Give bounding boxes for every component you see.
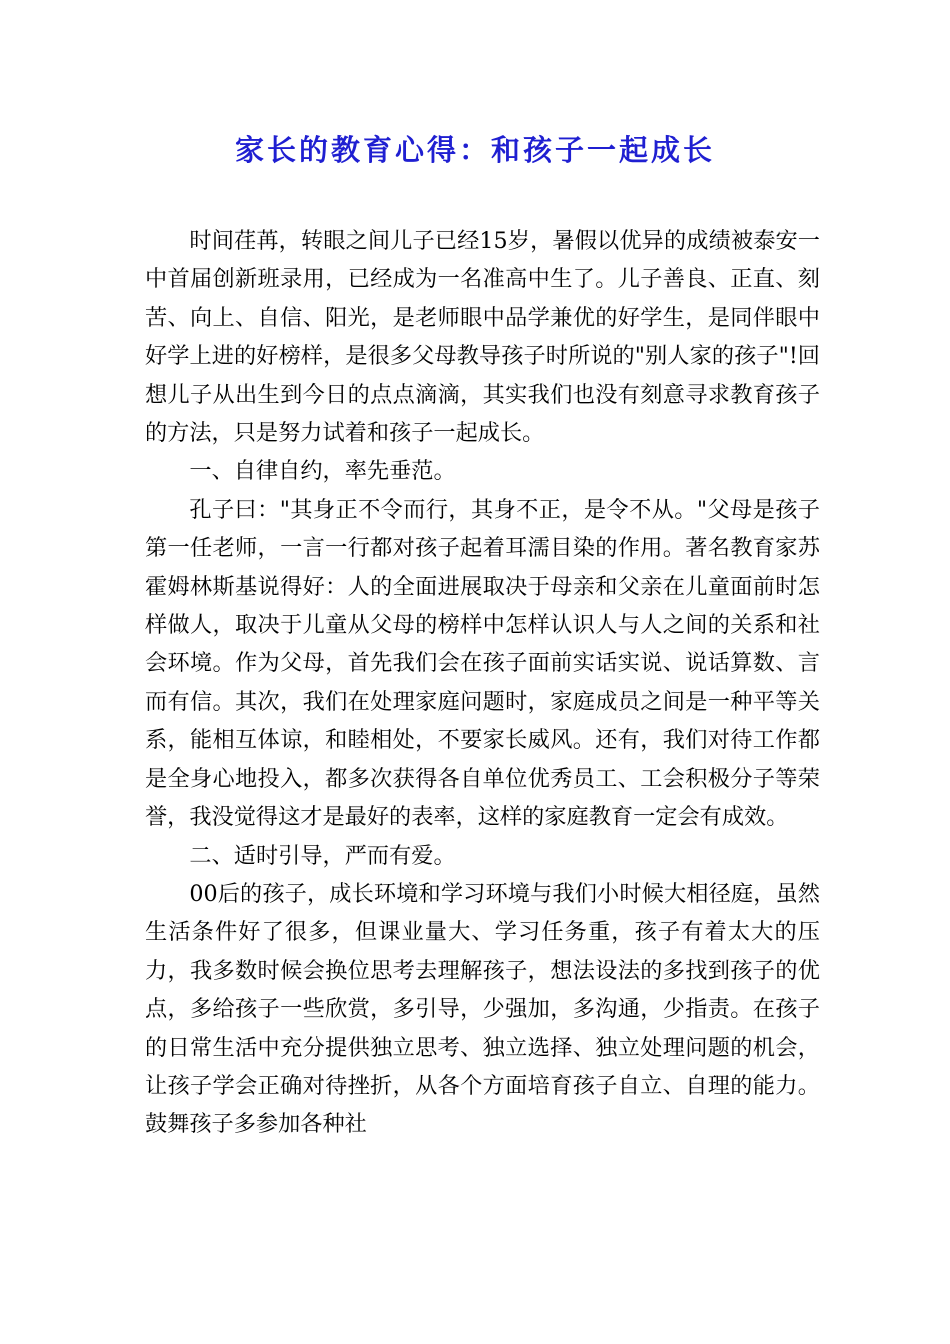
document-title: 家长的教育心得：和孩子一起成长 xyxy=(234,133,715,167)
paragraph-section-2: 00后的孩子，成长环境和学习环境与我们小时候大相径庭，虽然生活条件好了很多，但课业量大、学习任务重，孩子有着太大的压力，我多数时候会换位思考去理解孩子，想法设法的多找到孩子的优点，多给孩子一些欣赏，多引导，少强加，多沟通，少指责。在孩子的日常生活中充分提供独立思考、独立选择、独立处理问题的机会，让孩子学会正确对待挫折，从各个方面培育孩子自立、自理的能力。鼓舞孩子多参加各种社 xyxy=(145,880,820,1138)
section-heading-2: 二、适时引导，严而有爱。 xyxy=(189,842,456,869)
section-heading-1: 一、自律自约，率先垂范。 xyxy=(189,458,456,485)
document-body xyxy=(145,222,820,1144)
paragraph-intro: 时间荏苒，转眼之间儿子已经15岁，暑假以优异的成绩被泰安一中首届创新班录用，已经成为一名准高中生了。儿子善良、正直、刻苦、向上、自信、阳光，是老师眼中品学兼优的好学生，是同伴眼中好学上进的好榜样，是很多父母教导孩子时所说的"别人家的孩子"!回想儿子从出生到今日的点点滴滴，其实我们也没有刻意寻求教育孩子的方法，只是努力试着和孩子一起成长。 xyxy=(145,228,820,447)
paragraph-section-1: 孔子曰："其身正不令而行，其身不正，是令不从。"父母是孩子第一任老师，一言一行都对孩子起着耳濡目染的作用。著名教育家苏霍姆林斯基说得好：人的全面进展取决于母亲和父亲在儿童面前时怎样做人，取决于儿童从父母的榜样中怎样认识人与人之间的关系和社会环境。作为父母，首先我们会在孩子面前实话实说、说话算数、言而有信。其次，我们在处理家庭问题时，家庭成员之间是一种平等关系，能相互体谅，和睦相处，不要家长威风。还有，我们对待工作都是全身心地投入，都多次获得各自单位优秀员工、工会积极分子等荣誉，我没觉得这才是最好的表率，这样的家庭教育一定会有成效。 xyxy=(145,496,820,831)
